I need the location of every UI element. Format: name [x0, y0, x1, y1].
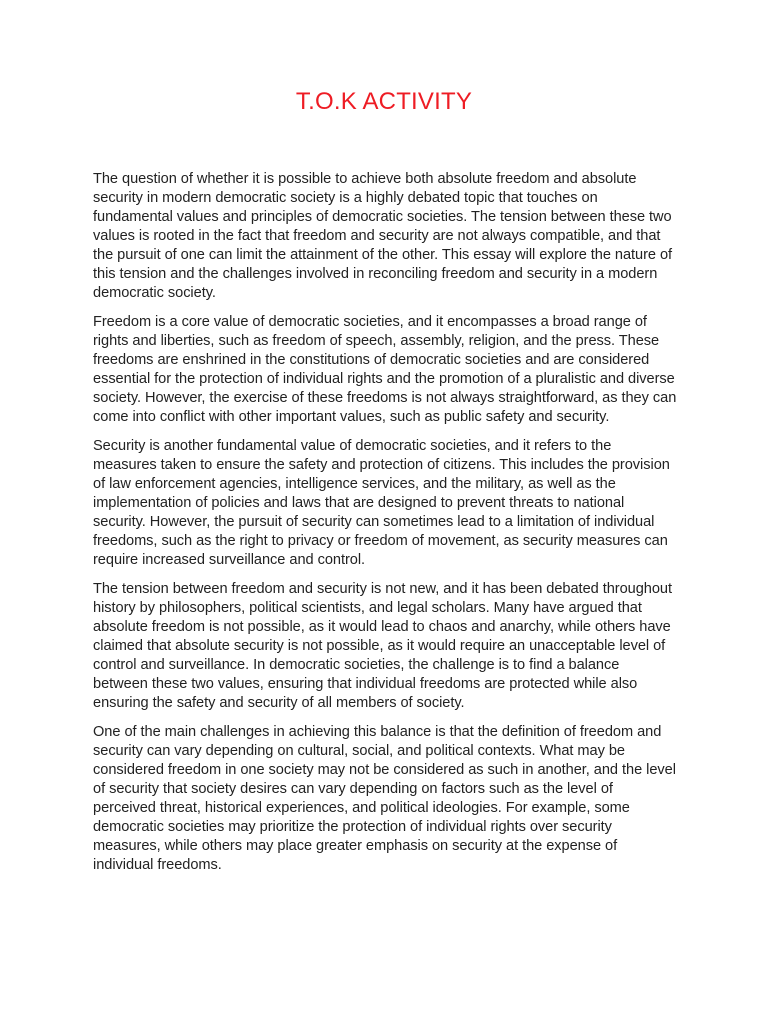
paragraph-2: Freedom is a core value of democratic societies, and it encompasses a broad range of rights and liberties, such as freedom of speech, assembly, religion, and the press. These freedoms are enshrined in the constitutions of democratic societies and are considered essential for the protection of individual rights and the promotion of a pluralistic and diverse society. However, the exercise of these freedoms is not always straightforward, as they can come into conflict with other important values, such as public safety and security. — [93, 314, 677, 425]
paragraph-5: One of the main challenges in achieving this balance is that the definition of freedom and security can vary depending on cultural, social, and political contexts. What may be considered freedom in one society may not be considered as such in another, and the level of security that society desires can vary depending on factors such as the level of perceived threat, historical experiences, and political ideologies. For example, some democratic societies may prioritize the protection of individual rights over security measures, while others may place greater emphasis on security at the expense of individual freedoms. — [93, 724, 676, 873]
document-body — [93, 170, 678, 885]
document-title: T.O.K ACTIVITY — [295, 88, 473, 115]
paragraph-1: The question of whether it is possible to achieve both absolute freedom and absolute security in modern democratic society is a highly debated topic that touches on fundamental values and principles of democratic societies. The tension between these two values is rooted in the fact that freedom and security are not always compatible, and that the pursuit of one can limit the attainment of the other. This essay will explore the nature of this tension and the challenges involved in reconciling freedom and security in a modern democratic society. — [93, 171, 673, 301]
paragraph-4: The tension between freedom and security is not new, and it has been debated throughout history by philosophers, political scientists, and legal scholars. Many have argued that absolute freedom is not possible, as it would lead to chaos and anarchy, while others have claimed that absolute security is not possible, as it would require an unacceptable level of control and surveillance. In democratic societies, the challenge is to find a balance between these two values, ensuring that individual freedoms are protected while also ensuring the safety and security of all members of society. — [93, 581, 672, 711]
paragraph-3: Security is another fundamental value of democratic societies, and it refers to the measures taken to ensure the safety and protection of citizens. This includes the provision of law enforcement agencies, intelligence services, and the military, as well as the implementation of policies and laws that are designed to prevent threats to national security. However, the pursuit of security can sometimes lead to a limitation of individual freedoms, such as the right to privacy or freedom of movement, as security measures can require increased surveillance and control. — [93, 438, 670, 568]
